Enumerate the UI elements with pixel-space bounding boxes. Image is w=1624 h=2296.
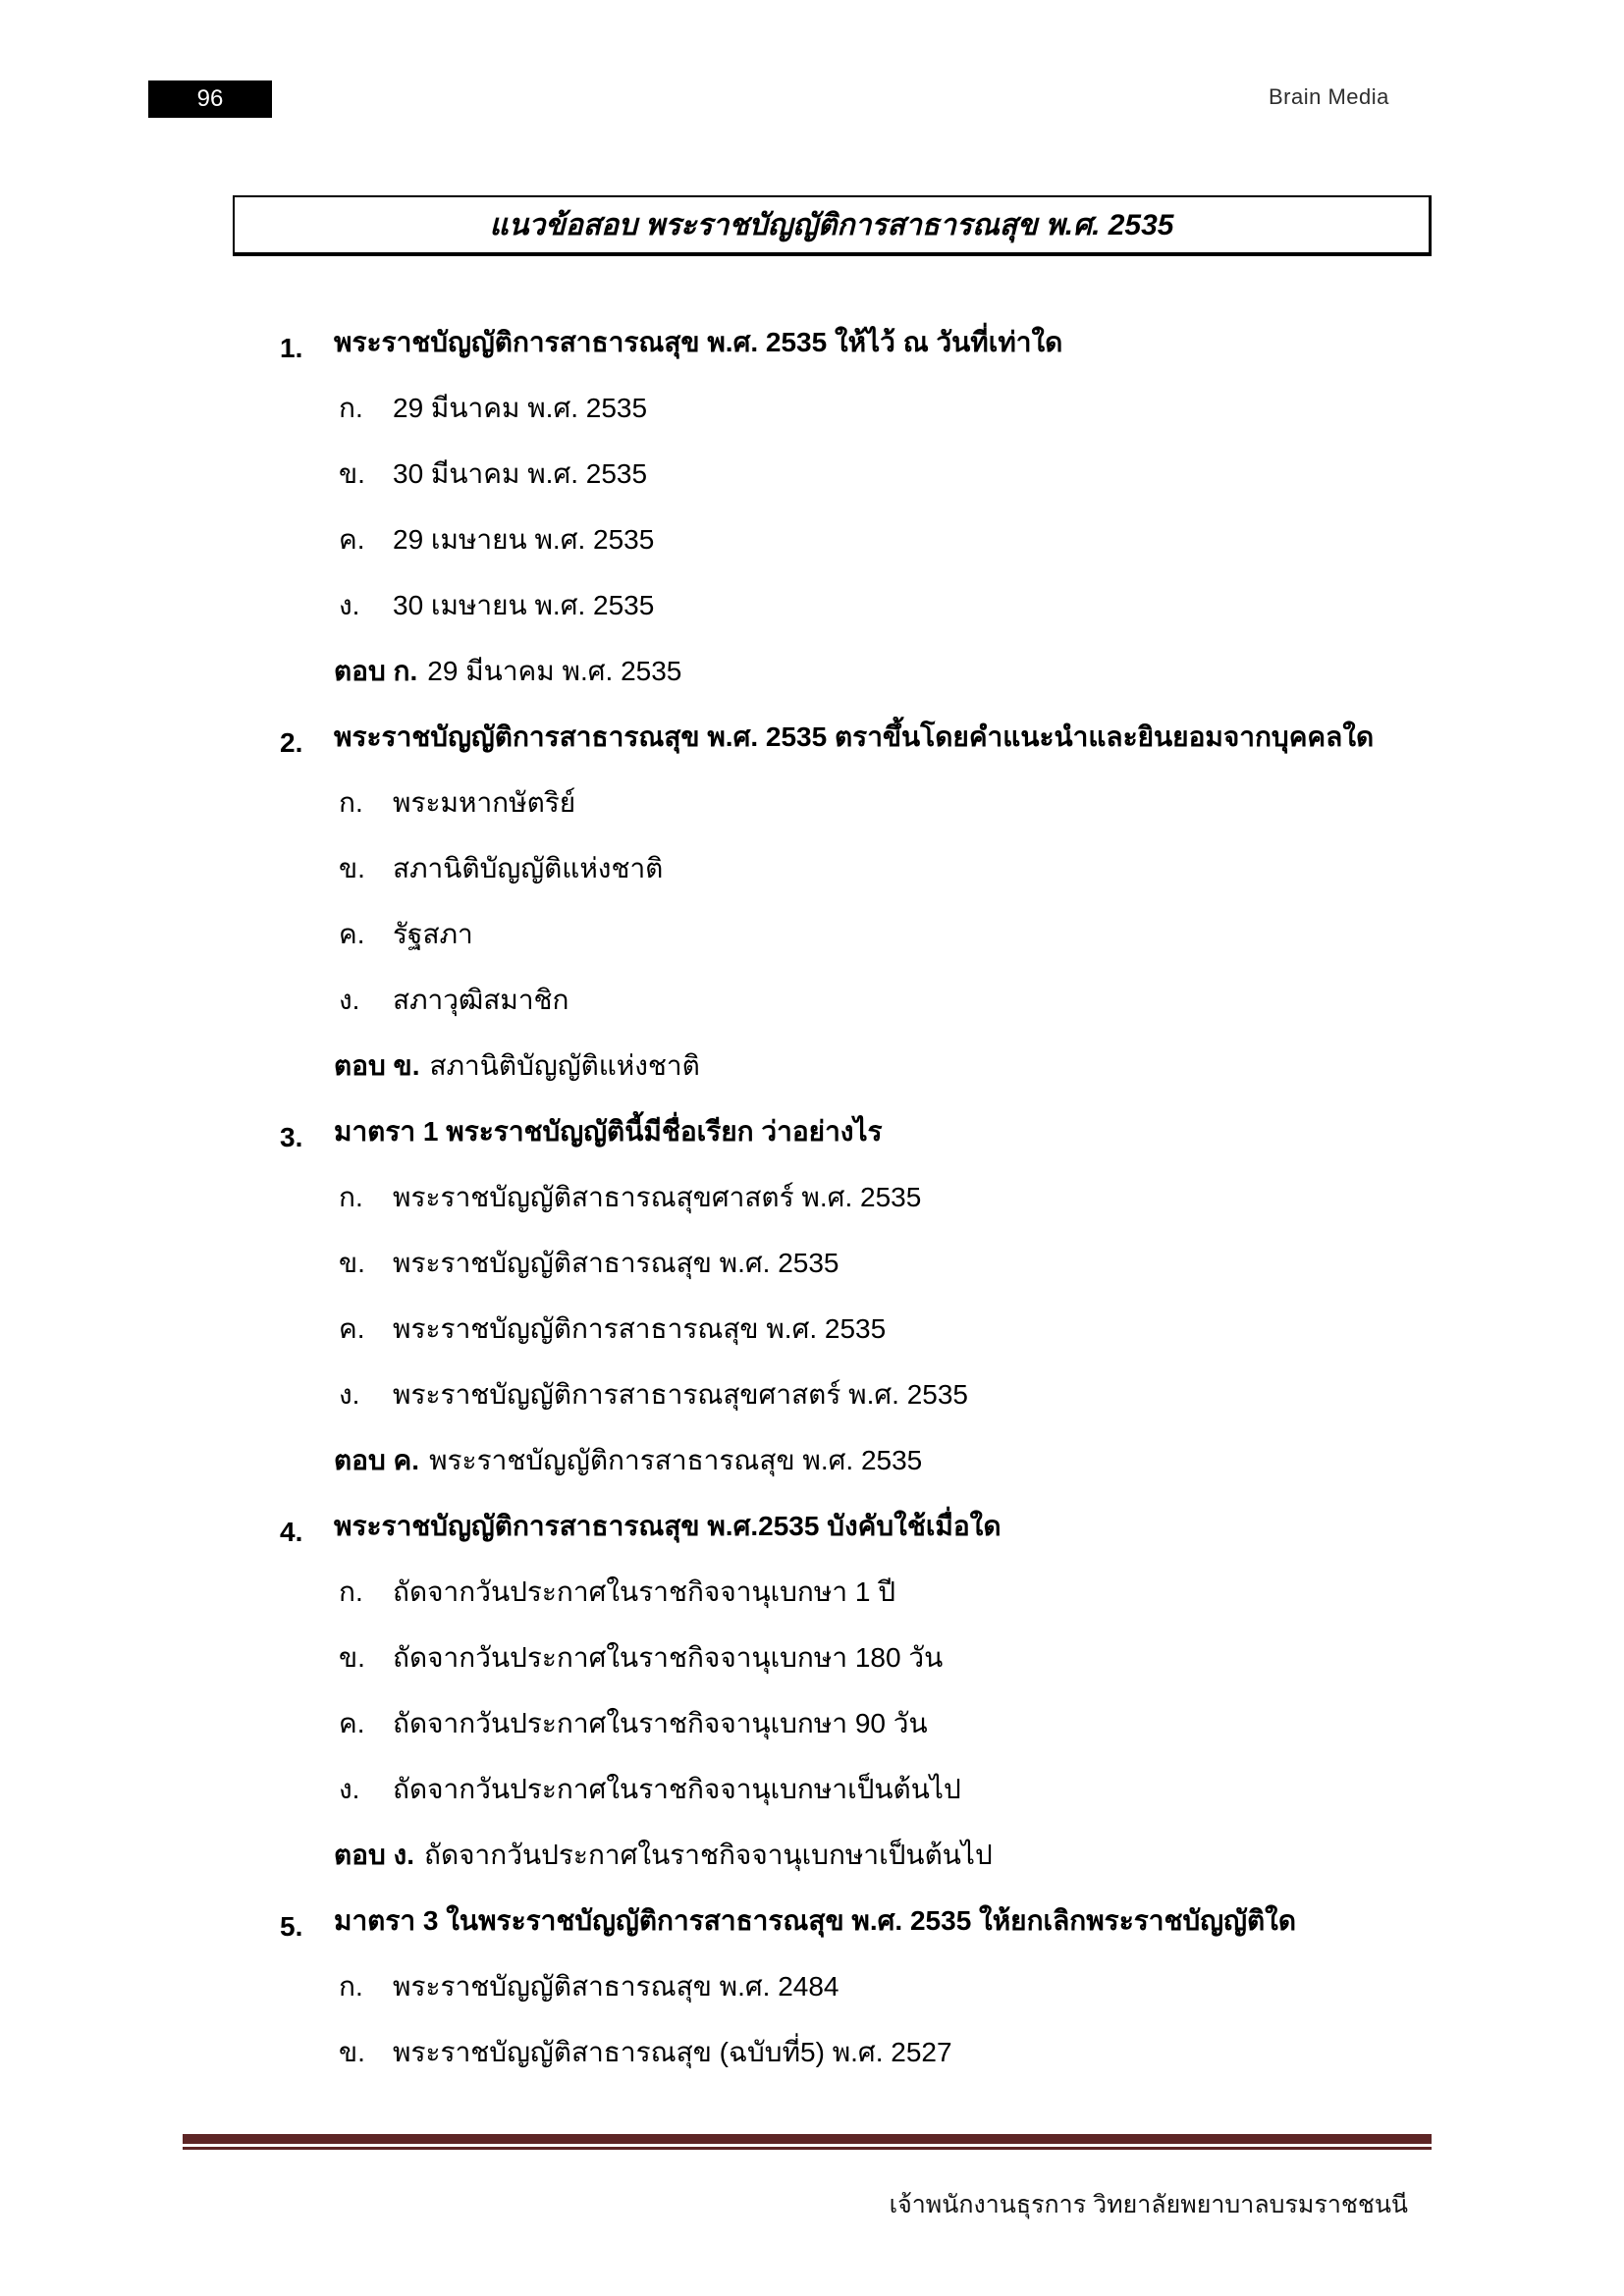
option-text: พระราชบัญญัติการสาธารณสุข พ.ศ. 2535 bbox=[393, 1313, 887, 1344]
question-number: 1. bbox=[280, 333, 303, 363]
question-text: พระราชบัญญัติการสาธารณสุข พ.ศ. 2535 ตราขึ้นโดยคำแนะนำและยินยอมจากบุคคลใด bbox=[334, 721, 1375, 752]
option-text: พระราชบัญญัติสาธารณสุข พ.ศ. 2535 bbox=[393, 1248, 839, 1278]
option-letter: ข. bbox=[339, 1642, 365, 1673]
answer-label: ตอบ ง. bbox=[334, 1840, 415, 1870]
page-number: 96 bbox=[196, 85, 224, 112]
option-text: ถัดจากวันประกาศในราชกิจจานุเบกษา 180 วัน bbox=[393, 1642, 944, 1673]
answer-label: ตอบ ข. bbox=[334, 1050, 420, 1081]
option-row bbox=[0, 2022, 1624, 2088]
option-text: พระราชบัญญัติสาธารณสุข พ.ศ. 2484 bbox=[393, 1971, 839, 2002]
question-text: พระราชบัญญัติการสาธารณสุข พ.ศ. 2535 ให้ไว้ ณ วันที่เท่าใด bbox=[334, 327, 1063, 357]
option-row bbox=[0, 838, 1624, 904]
option-letter: ข. bbox=[339, 1248, 365, 1278]
question-heading bbox=[0, 707, 1624, 773]
answer-label: ตอบ ก. bbox=[334, 656, 418, 686]
footer-rule bbox=[183, 2134, 1432, 2150]
option-letter: ก. bbox=[339, 393, 363, 423]
question-item bbox=[0, 1496, 1624, 1891]
option-text: ถัดจากวันประกาศในราชกิจจานุเบกษา 90 วัน bbox=[393, 1708, 928, 1738]
option-letter: ข. bbox=[339, 458, 365, 489]
option-row bbox=[0, 444, 1624, 509]
exam-title-box bbox=[233, 195, 1432, 256]
answer-text: 29 มีนาคม พ.ศ. 2535 bbox=[427, 656, 682, 686]
questions bbox=[0, 312, 1624, 2088]
option-letter: ข. bbox=[339, 853, 365, 883]
footer-rule-thin bbox=[183, 2147, 1432, 2150]
exam-title: แนวข้อสอบ พระราชบัญญัติการสาธารณสุข พ.ศ. 2535 bbox=[489, 208, 1174, 241]
answer bbox=[334, 1834, 993, 1877]
question-number: 2. bbox=[280, 727, 303, 758]
question-text: พระราชบัญญัติการสาธารณสุข พ.ศ.2535 บังคับใช้เมื่อใด bbox=[334, 1511, 1001, 1541]
option-text: พระราชบัญญัติสาธารณสุขศาสตร์ พ.ศ. 2535 bbox=[393, 1182, 922, 1212]
option-row bbox=[0, 575, 1624, 641]
question-number: 4. bbox=[280, 1517, 303, 1547]
option-letter: ค. bbox=[339, 524, 365, 555]
option-text: 30 มีนาคม พ.ศ. 2535 bbox=[393, 458, 648, 489]
option-row bbox=[0, 1628, 1624, 1693]
option-letter: ค. bbox=[339, 1313, 365, 1344]
question-item bbox=[0, 1101, 1624, 1496]
question-text: มาตรา 1 พระราชบัญญัตินี้มีชื่อเรียก ว่าอย่างไร bbox=[334, 1116, 883, 1147]
answer-row bbox=[0, 1430, 1624, 1496]
option-letter: ก. bbox=[339, 1182, 363, 1212]
answer-row bbox=[0, 1825, 1624, 1891]
option-letter: ก. bbox=[339, 787, 363, 818]
question-number: 3. bbox=[280, 1122, 303, 1152]
answer bbox=[334, 650, 681, 693]
footer-text: เจ้าพนักงานธุรการ วิทยาลัยพยาบาลบรมราชชนนี bbox=[889, 2191, 1408, 2218]
question-heading bbox=[0, 1891, 1624, 1956]
question-heading bbox=[0, 312, 1624, 378]
page-number-badge bbox=[148, 80, 272, 118]
option-text: พระราชบัญญัติการสาธารณสุขศาสตร์ พ.ศ. 2535 bbox=[393, 1379, 969, 1410]
question-item bbox=[0, 1891, 1624, 2088]
option-letter: ง. bbox=[339, 590, 360, 620]
option-row bbox=[0, 1693, 1624, 1759]
option-row bbox=[0, 773, 1624, 838]
option-text: สภานิติบัญญัติแห่งชาติ bbox=[393, 853, 664, 883]
option-text: พระมหากษัตริย์ bbox=[393, 787, 576, 818]
option-text: สภาวุฒิสมาชิก bbox=[393, 985, 569, 1015]
option-row bbox=[0, 1364, 1624, 1430]
option-letter: ก. bbox=[339, 1971, 363, 2002]
option-letter: ง. bbox=[339, 985, 360, 1015]
answer bbox=[334, 1044, 700, 1088]
option-row bbox=[0, 378, 1624, 444]
question-heading bbox=[0, 1101, 1624, 1167]
option-row bbox=[0, 1759, 1624, 1825]
option-row bbox=[0, 509, 1624, 575]
option-text: ถัดจากวันประกาศในราชกิจจานุเบกษาเป็นต้นไป bbox=[393, 1774, 961, 1804]
answer-text: พระราชบัญญัติการสาธารณสุข พ.ศ. 2535 bbox=[429, 1445, 923, 1475]
footer-rule-thick bbox=[183, 2134, 1432, 2144]
option-row bbox=[0, 1233, 1624, 1299]
question-heading bbox=[0, 1496, 1624, 1562]
option-text: 30 เมษายน พ.ศ. 2535 bbox=[393, 590, 655, 620]
option-letter: ก. bbox=[339, 1576, 363, 1607]
option-row bbox=[0, 1562, 1624, 1628]
answer-text: ถัดจากวันประกาศในราชกิจจานุเบกษาเป็นต้นไป bbox=[424, 1840, 993, 1870]
option-text: 29 มีนาคม พ.ศ. 2535 bbox=[393, 393, 648, 423]
option-row bbox=[0, 1956, 1624, 2022]
option-letter: ข. bbox=[339, 2037, 365, 2067]
option-row bbox=[0, 970, 1624, 1036]
answer-text: สภานิติบัญญัติแห่งชาติ bbox=[429, 1050, 700, 1081]
option-letter: ง. bbox=[339, 1379, 360, 1410]
option-letter: ง. bbox=[339, 1774, 360, 1804]
question-text: มาตรา 3 ในพระราชบัญญัติการสาธารณสุข พ.ศ. 2535 ให้ยกเลิกพระราชบัญญัติใด bbox=[334, 1905, 1297, 1936]
question-number: 5. bbox=[280, 1911, 303, 1942]
option-row bbox=[0, 904, 1624, 970]
question-item bbox=[0, 707, 1624, 1101]
brand-text: Brain Media bbox=[1269, 84, 1389, 109]
option-letter: ค. bbox=[339, 1708, 365, 1738]
question-item bbox=[0, 312, 1624, 707]
option-row bbox=[0, 1299, 1624, 1364]
option-text: รัฐสภา bbox=[393, 919, 473, 949]
option-text: 29 เมษายน พ.ศ. 2535 bbox=[393, 524, 655, 555]
answer-row bbox=[0, 641, 1624, 707]
option-text: พระราชบัญญัติสาธารณสุข (ฉบับที่5) พ.ศ. 2527 bbox=[393, 2037, 952, 2067]
option-row bbox=[0, 1167, 1624, 1233]
option-text: ถัดจากวันประกาศในราชกิจจานุเบกษา 1 ปี bbox=[393, 1576, 895, 1607]
answer bbox=[334, 1439, 922, 1482]
answer-label: ตอบ ค. bbox=[334, 1445, 420, 1475]
answer-row bbox=[0, 1036, 1624, 1101]
option-letter: ค. bbox=[339, 919, 365, 949]
